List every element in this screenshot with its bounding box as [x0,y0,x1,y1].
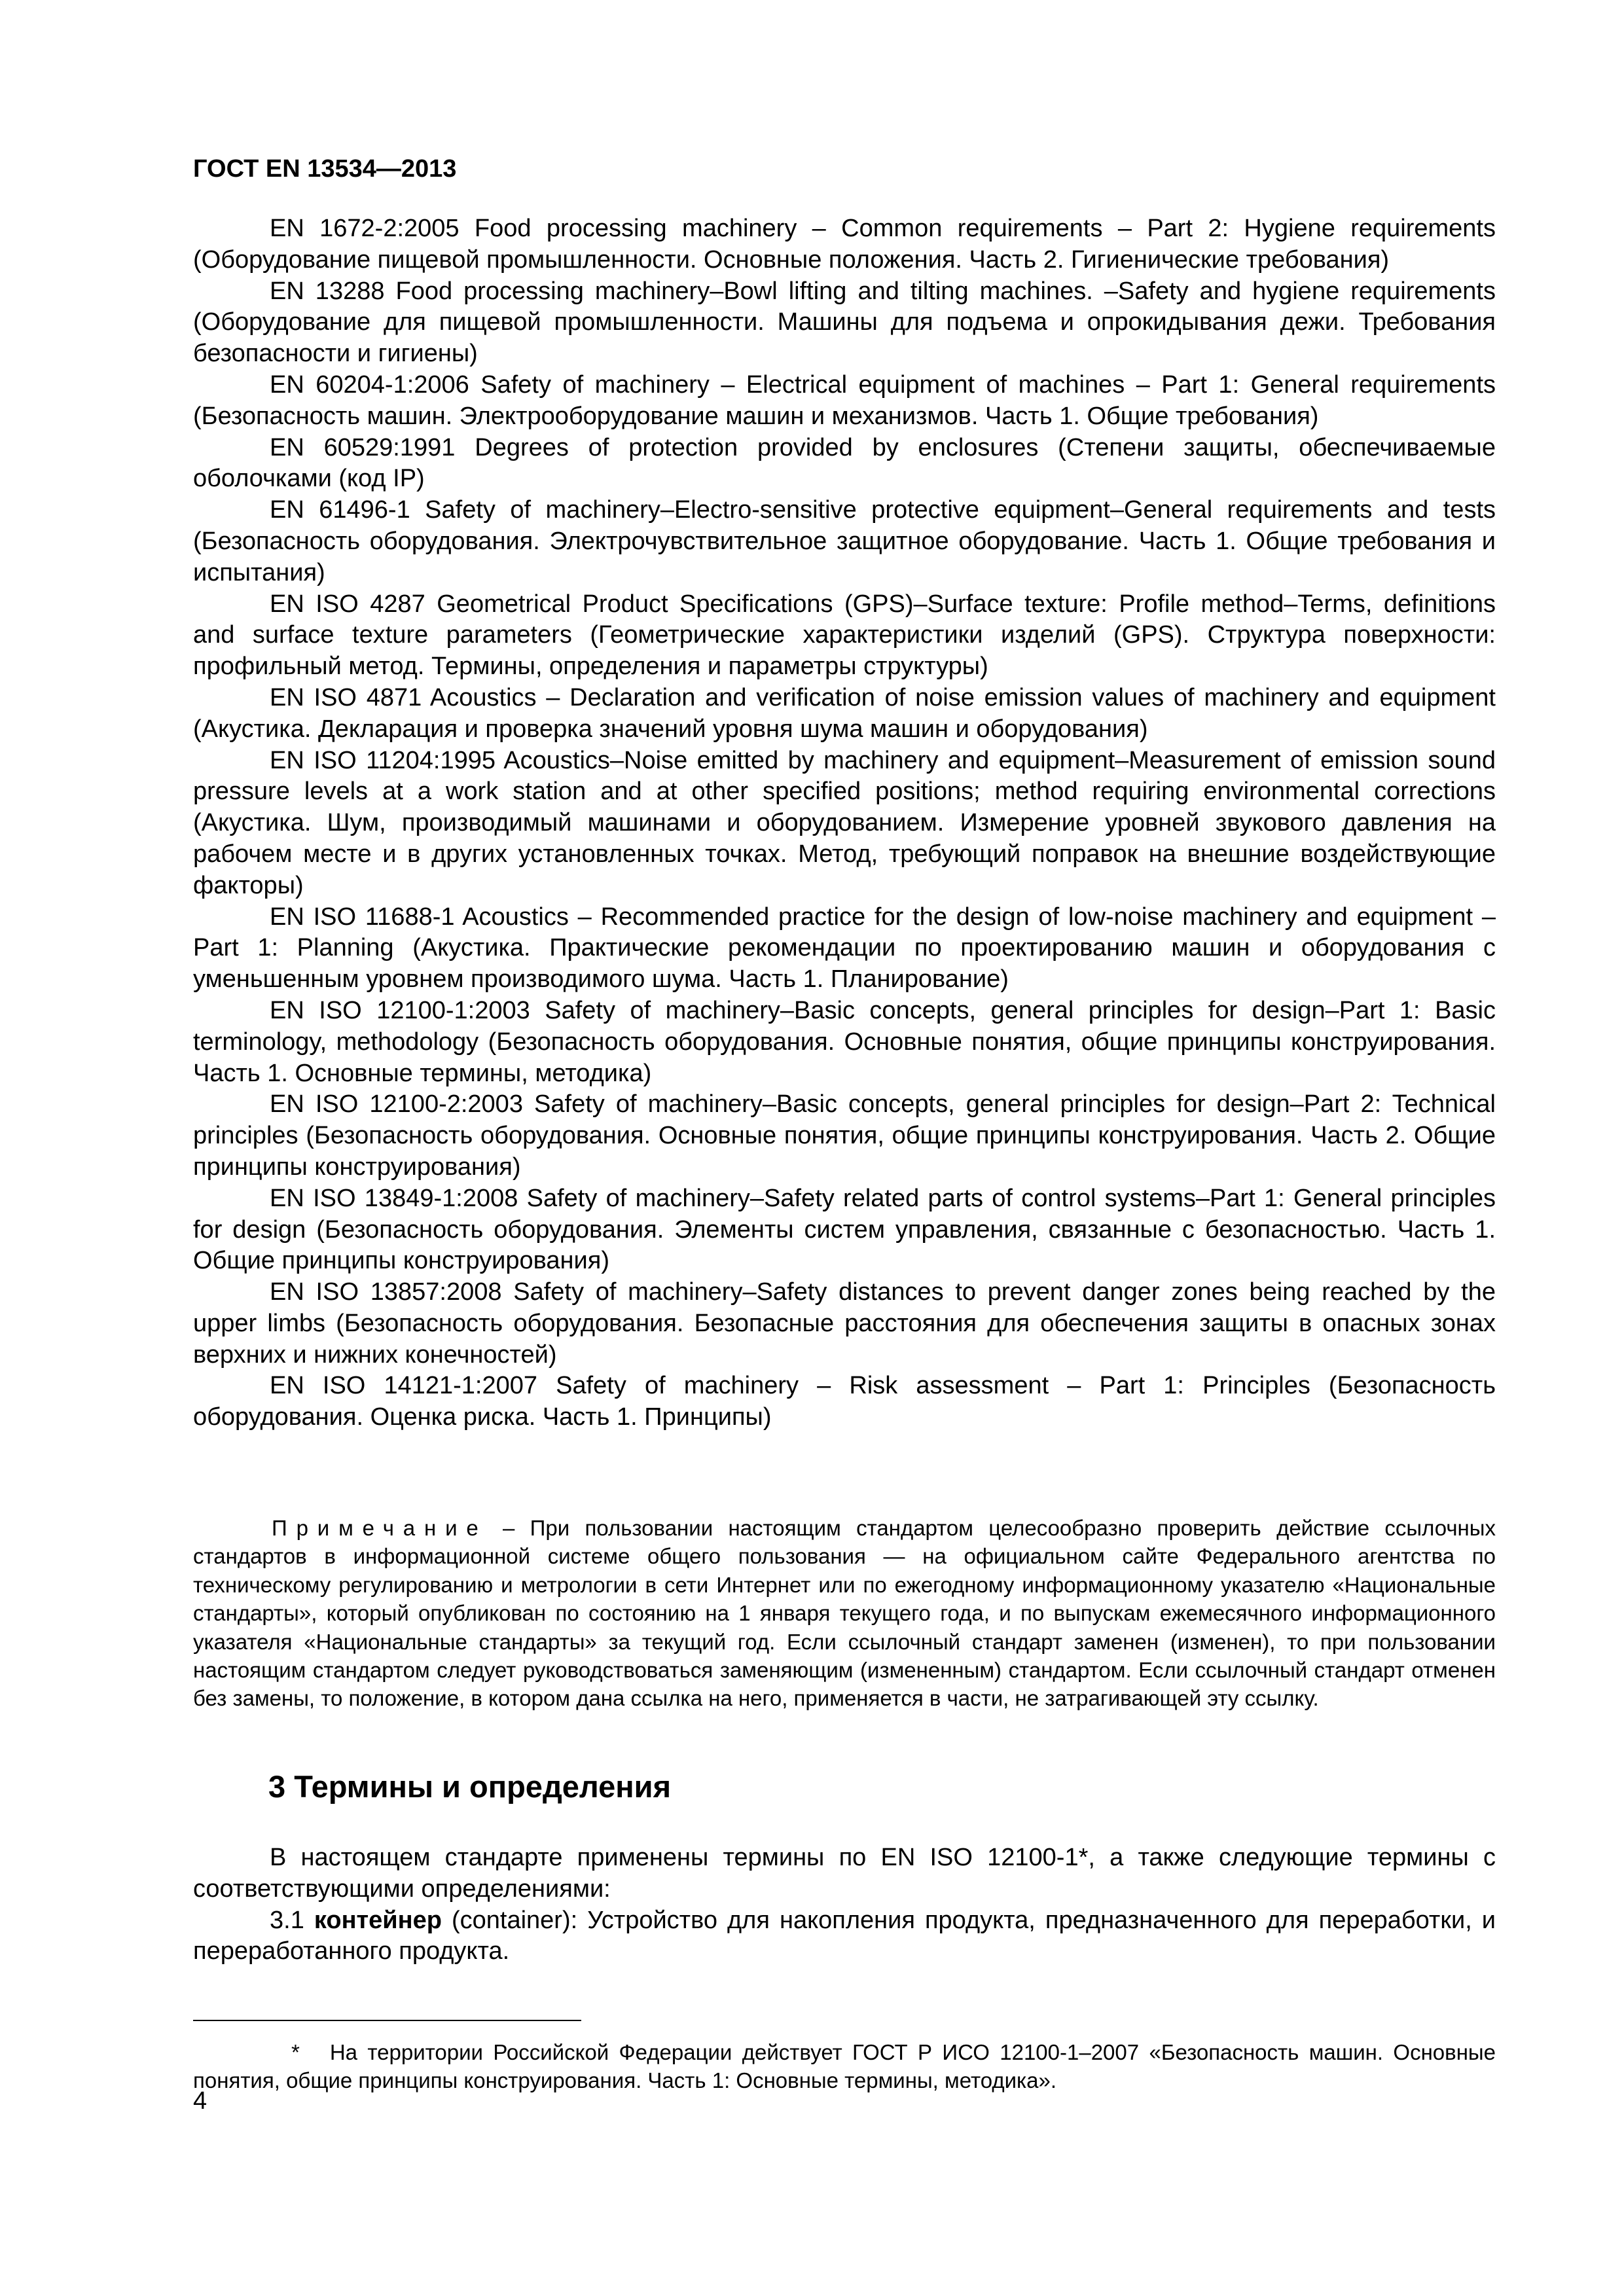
footnote-separator [193,2020,581,2021]
term-text: (container): Устройство для накопления продукта, предназначенного для переработки, и переработанного продукта. [193,1906,1496,1965]
footnote-paragraph [193,2038,1496,2094]
term-name: контейнер [314,1906,442,1934]
reference-item: EN 60529:1991 Degrees of protection provided by enclosures (Степени защиты, обеспечиваемые оболочками (код IP) [193,433,1496,493]
section-title: 3 Термины и определения [268,1769,671,1804]
page-number: 4 [193,2087,208,2115]
reference-item: EN ISO 11688-1 Acoustics – Recommended practice for the design of low-noise machinery and equipment – Part 1: Planning (Акустика. Практические рекомендации по проектированию машин и оборудования с уменьшенным уровнем производимого шума. Часть 1. Планирование) [193,903,1496,994]
reference-item: EN ISO 13857:2008 Safety of machinery–Safety distances to prevent danger zones being reached by the upper limbs (Безопасность оборудования. Безопасные расстояния для обеспечения защиты в опасных зонах верхних и нижних конечностей) [193,1278,1496,1369]
reference-item: EN ISO 14121-1:2007 Safety of machinery – Risk assessment – Part 1: Principles (Безопасность оборудования. Оценка риска. Часть 1. Принципы) [193,1372,1496,1431]
normative-references-list [193,213,1496,1433]
reference-item: EN 61496-1 Safety of machinery–Electro-sensitive protective equipment–General requirements and tests (Безопасность оборудования. Электрочувствительное защитное оборудование. Часть 1. Общие требования и испытания) [193,496,1496,586]
footnote-text: На территории Российской Федерации действует ГОСТ Р ИСО 12100-1–2007 «Безопасность машин. Основные понятия, общие принципы конструирования. Часть 1: Основные термины, методика». [193,2040,1496,2092]
reference-item: EN ISO 11204:1995 Acoustics–Noise emitted by machinery and equipment–Measurement of emission sound pressure levels at a work station and at other specified positions; method requiring environmental corrections (Акустика. Шум, производимый машинами и оборудованием. Измерение уровней звукового давления на рабочем месте и в других установленных точках. Метод, требующий поправок на внешние воздействующие факторы) [193,746,1496,899]
section-intro: В настоящем стандарте применены термины по EN ISO 12100-1*, а также следующие термины с соответствующими определениями: [193,1844,1496,1903]
term-definition [193,1905,1496,1968]
note-block [193,1514,1496,1713]
footnote [193,2038,1496,2094]
reference-item: EN ISO 13849-1:2008 Safety of machinery–Safety related parts of control systems–Part 1: General principles for design (Безопасность оборудования. Элементы систем управления, связанные с безопасностью. Часть 1. Общие принципы конструирования) [193,1184,1496,1275]
term-number: 3.1 [270,1906,304,1934]
reference-item: EN ISO 12100-1:2003 Safety of machinery–Basic concepts, general principles for design–Part 1: Basic terminology, methodology (Безопасность оборудования. Основные понятия, общие принципы конструирования. Часть 1. Основные термины, методика) [193,996,1496,1087]
reference-item: EN 13288 Food processing machinery–Bowl lifting and tilting machines. –Safety and hygiene requirements (Оборудование для пищевой промышленности. Машины для подъема и опрокидывания дежи. Требования безопасности и гигиены) [193,277,1496,368]
note-paragraph [193,1514,1496,1713]
reference-item: EN ISO 4871 Acoustics – Declaration and verification of noise emission values of machinery and equipment (Акустика. Декларация и проверка значений уровня шума машин и оборудования) [193,683,1496,743]
reference-item: EN ISO 12100-2:2003 Safety of machinery–Basic concepts, general principles for design–Part 2: Technical principles (Безопасность оборудования. Основные понятия, общие принципы конструирования. Часть 2. Общие принципы конструирования) [193,1090,1496,1181]
document-header: ГОСТ EN 13534—2013 [193,155,457,183]
reference-item: EN 1672-2:2005 Food processing machinery – Common requirements – Part 2: Hygiene requirements (Оборудование пищевой промышленности. Основные положения. Часть 2. Гигиенические требования) [193,215,1496,274]
reference-item: EN ISO 4287 Geometrical Product Specifications (GPS)–Surface texture: Profile method–Terms, definitions and surface texture parameters (Геометрические характеристики изделий (GPS). Структура поверхности: профильный метод. Термины, определения и параметры структуры) [193,590,1496,681]
section-body [193,1842,1496,1967]
note-text: – При пользовании настоящим стандартом целесообразно проверить действие ссылочных стандартов в информационной системе общего пользования — на официальном сайте Федерального агентства по техническому регулированию и метрологии в сети Интернет или по ежегодному информационному указателю «Национальные стандарты», который опубликован по состоянию на 1 января текущего года, и по выпускам ежемесячного информационного указателя «Национальные стандарты» за текущий год. Если ссылочный стандарт заменен (изменен), то при пользовании настоящим стандартом следует руководствоваться заменяющим (измененным) стандартом. Если ссылочный стандарт отменен без замены, то положение, в котором дана ссылка на него, применяется в части, не затрагивающей эту ссылку. [193,1516,1496,1711]
reference-item: EN 60204-1:2006 Safety of machinery – Electrical equipment of machines – Part 1: General requirements (Безопасность машин. Электрооборудование машин и механизмов. Часть 1. Общие требования) [193,370,1496,430]
note-label: Примечание [272,1516,488,1540]
footnote-mark: * [291,2040,300,2064]
